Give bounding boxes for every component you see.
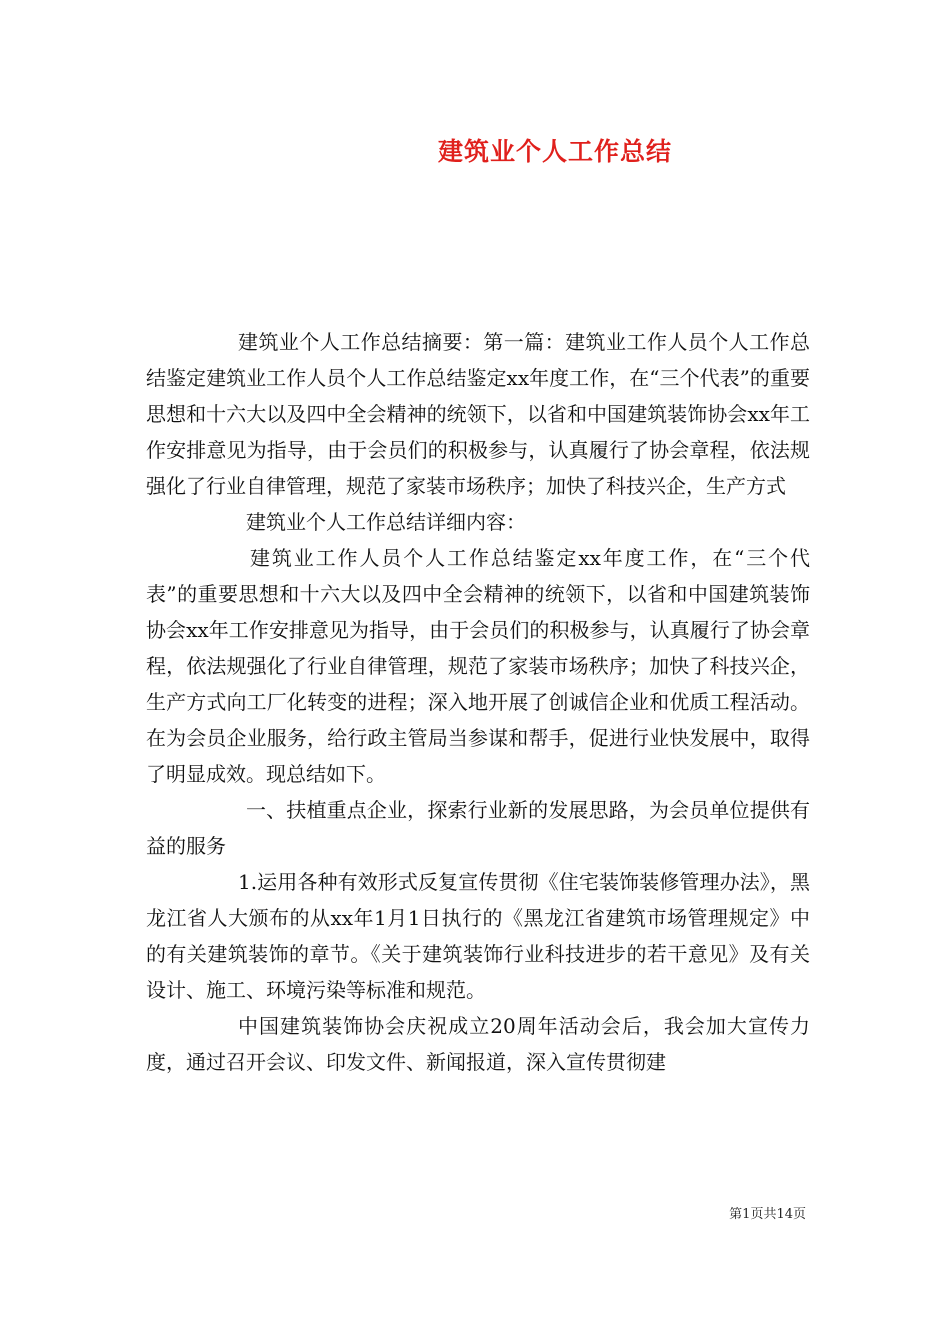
paragraph-details-heading: 建筑业个人工作总结详细内容： xyxy=(246,510,526,534)
page-number: 第1页共14页 xyxy=(729,1207,806,1222)
section-heading-one: 一、扶植重点企业，探索行业新的发展思路，为会员单位提供有益的服务 xyxy=(146,798,810,858)
paragraph-item-one: 1.运用各种有效形式反复宣传贯彻《住宅装饰装修管理办法》，黑龙江省人大颁布的从xx年1月1日执行的《黑龙江省建筑市场管理规定》中的有关建筑装饰的章节。《关于建筑装饰行业科技进步的若干意见》及有关设计、施工、环境污染等标准和规范。 xyxy=(146,870,810,1002)
document-title: 建筑业个人工作总结 xyxy=(437,137,672,166)
paragraph-celebration: 中国建筑装饰协会庆祝成立20周年活动会后，我会加大宣传力度，通过召开会议、印发文件、新闻报道，深入宣传贯彻建 xyxy=(146,1014,810,1074)
paragraph-details-body: 建筑业工作人员个人工作总结鉴定xx年度工作，在“三个代表”的重要思想和十六大以及四中全会精神的统领下，以省和中国建筑装饰协会xx年工作安排意见为指导，由于会员们的积极参与，认真履行了协会章程，依法规强化了行业自律管理，规范了家装市场秩序；加快了科技兴企，生产方式向工厂化转变的进程；深入地开展了创诚信企业和优质工程活动。在为会员企业服务，给行政主管局当参谋和帮手，促进行业快发展中，取得了明显成效。现总结如下。 xyxy=(146,546,810,786)
paragraph-summary: 建筑业个人工作总结摘要：第一篇：建筑业工作人员个人工作总结鉴定建筑业工作人员个人工作总结鉴定xx年度工作，在“三个代表”的重要思想和十六大以及四中全会精神的统领下，以省和中国建筑装饰协会xx年工作安排意见为指导，由于会员们的积极参与，认真履行了协会章程，依法规强化了行业自律管理，规范了家装市场秩序；加快了科技兴企，生产方式 xyxy=(146,330,810,498)
document-body xyxy=(146,324,810,1080)
